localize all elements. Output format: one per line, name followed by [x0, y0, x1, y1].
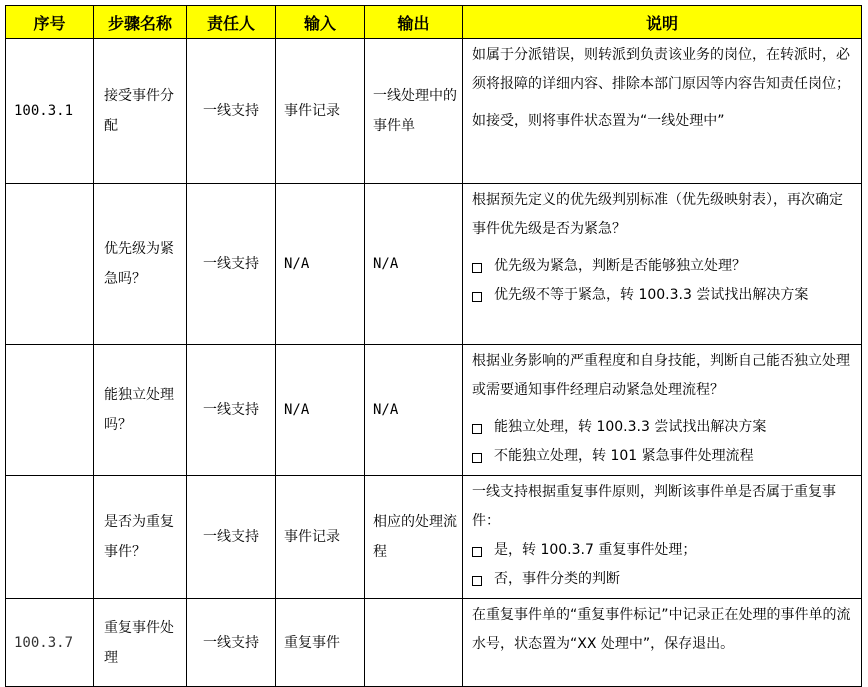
row-owner: 一线支持 [187, 599, 276, 687]
row-output: 相应的处理流程 [365, 476, 463, 599]
desc-text: 一线支持根据重复事件原则，判断该事件单是否属于重复事件： [472, 484, 836, 529]
row-owner: 一线支持 [187, 345, 276, 476]
process-table [5, 5, 862, 687]
row-output: 一线处理中的事件单 [365, 39, 463, 184]
row-owner: 一线支持 [187, 184, 276, 345]
checkbox-bullet-icon [472, 263, 482, 273]
bullet-text: 否，事件分类的判断 [494, 571, 620, 587]
table-row [6, 599, 862, 687]
header-input: 输入 [276, 6, 365, 39]
list-item [472, 442, 855, 471]
row-owner: 一线支持 [187, 39, 276, 184]
row-output: N/A [365, 345, 463, 476]
header-step: 步骤名称 [94, 6, 187, 39]
row-input: 事件记录 [276, 476, 365, 599]
bullet-text: 优先级为紧急，判断是否能够独立处理？ [494, 258, 746, 274]
bullet-text: 是，转 100.3.7 重复事件处理； [494, 542, 697, 558]
row-id [6, 345, 94, 476]
header-id: 序号 [6, 6, 94, 39]
row-desc [463, 184, 862, 345]
desc-text: 如属于分派错误，则转派到负责该业务的岗位，在转派时，必须将报障的详细内容、排除本部门原因等内容告知责任岗位； [472, 47, 850, 92]
row-id [6, 184, 94, 345]
desc-text: 在重复事件单的“重复事件标记”中记录正在处理的事件单的流水号，状态置为“XX 处理中”，保存退出。 [472, 607, 851, 652]
row-step: 是否为重复事件？ [94, 476, 187, 599]
checkbox-bullet-icon [472, 424, 482, 434]
list-item [472, 536, 855, 565]
table-row [6, 345, 862, 476]
table-row [6, 39, 862, 184]
desc-text: 根据预先定义的优先级判别标准（优先级映射表），再次确定事件优先级是否为紧急？ [472, 192, 843, 237]
header-output: 输出 [365, 6, 463, 39]
list-item [472, 252, 855, 281]
row-owner: 一线支持 [187, 476, 276, 599]
row-step: 优先级为紧急吗？ [94, 184, 187, 345]
list-item [472, 281, 855, 310]
row-desc [463, 39, 862, 184]
row-step: 能独立处理吗？ [94, 345, 187, 476]
bullet-text: 不能独立处理，转 101 紧急事件处理流程 [494, 448, 754, 464]
table-row [6, 184, 862, 345]
desc-text: 根据业务影响的严重程度和自身技能，判断自己能否独立处理或需要通知事件经理启动紧急处理流程？ [472, 353, 850, 398]
header-desc: 说明 [463, 6, 862, 39]
desc-text: 如接受，则将事件状态置为“一线处理中” [472, 113, 725, 129]
bullet-text: 优先级不等于紧急，转 100.3.3 尝试找出解决方案 [494, 287, 809, 303]
row-id: 100.3.7 [6, 599, 94, 687]
checkbox-bullet-icon [472, 547, 482, 557]
checkbox-bullet-icon [472, 576, 482, 586]
checkbox-bullet-icon [472, 292, 482, 302]
row-desc [463, 345, 862, 476]
row-output: N/A [365, 184, 463, 345]
row-id [6, 476, 94, 599]
header-owner: 责任人 [187, 6, 276, 39]
row-input: N/A [276, 345, 365, 476]
row-id: 100.3.1 [6, 39, 94, 184]
list-item [472, 565, 855, 594]
row-desc [463, 599, 862, 687]
row-input: 事件记录 [276, 39, 365, 184]
bullet-text: 能独立处理，转 100.3.3 尝试找出解决方案 [494, 419, 767, 435]
row-input: N/A [276, 184, 365, 345]
row-output [365, 599, 463, 687]
checkbox-bullet-icon [472, 453, 482, 463]
row-input: 重复事件 [276, 599, 365, 687]
row-desc [463, 476, 862, 599]
row-step: 重复事件处理 [94, 599, 187, 687]
table-row [6, 476, 862, 599]
header-row [6, 6, 862, 39]
row-step: 接受事件分配 [94, 39, 187, 184]
list-item [472, 413, 855, 442]
